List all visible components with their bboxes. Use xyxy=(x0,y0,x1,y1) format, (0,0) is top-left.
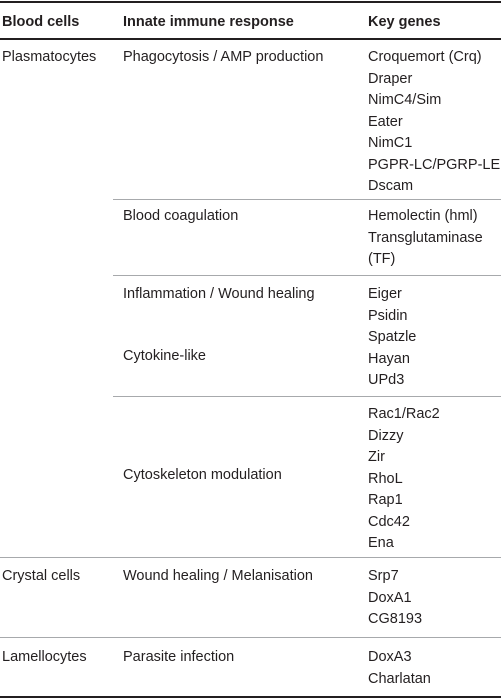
row-divider xyxy=(113,275,501,276)
gene: Eiger xyxy=(368,286,402,302)
gene: (TF) xyxy=(368,251,396,267)
blood-cell-lamellocytes: Lamellocytes xyxy=(2,649,87,665)
gene: Psidin xyxy=(368,307,408,324)
gene: Srp7 xyxy=(368,568,399,584)
gene: Draper xyxy=(368,70,413,87)
gene: UPd3 xyxy=(368,372,405,388)
gene: Ena xyxy=(368,535,394,551)
header-rule xyxy=(0,38,501,40)
gene: Cdc42 xyxy=(368,513,410,530)
gene: Rap1 xyxy=(368,492,403,508)
group-divider xyxy=(0,637,501,638)
gene: Dscam xyxy=(368,178,414,194)
response-blood-coagulation: Blood coagulation xyxy=(123,208,239,224)
response-cytoskeleton: Cytoskeleton modulation xyxy=(123,467,282,483)
gene: Dizzy xyxy=(368,427,404,444)
gene: Transglutaminase xyxy=(368,229,483,246)
genes-cytoskeleton xyxy=(368,404,440,555)
blood-cell-crystal-cells: Crystal cells xyxy=(2,568,81,584)
genes-inflammation xyxy=(368,284,416,392)
row-divider xyxy=(113,396,501,397)
response-cytokine-like: Cytokine-like xyxy=(123,348,206,364)
gene: DoxA1 xyxy=(368,589,412,606)
blood-cell-plasmatocytes: Plasmatocytes xyxy=(2,49,97,65)
gene: DoxA3 xyxy=(368,649,412,665)
gene: Eater xyxy=(368,113,403,130)
gene: Charlatan xyxy=(368,670,431,687)
response-inflammation: Inflammation / Wound healing xyxy=(123,286,315,302)
response-parasite-infection: Parasite infection xyxy=(123,649,235,665)
gene: Croquemort (Crq) xyxy=(368,49,482,65)
gene: Hayan xyxy=(368,350,410,367)
gene: Spatzle xyxy=(368,329,417,345)
row-divider xyxy=(113,199,501,200)
gene: Zir xyxy=(368,449,385,465)
gene: NimC1 xyxy=(368,135,413,151)
gene: PGPR-LC/PGRP-LE xyxy=(368,156,501,173)
header-blood-cells: Blood cells xyxy=(2,14,80,30)
group-divider xyxy=(0,557,501,558)
gene: RhoL xyxy=(368,470,403,487)
gene: NimC4/Sim xyxy=(368,92,442,108)
gene: CG8193 xyxy=(368,611,423,627)
bottom-rule xyxy=(0,696,501,698)
top-rule xyxy=(0,1,501,3)
gene: Rac1/Rac2 xyxy=(368,406,440,422)
genes-blood-coagulation xyxy=(368,206,483,271)
genes-phagocytosis xyxy=(368,47,500,198)
gene: Hemolectin (hml) xyxy=(368,208,478,224)
genes-lamellocytes xyxy=(368,647,431,690)
header-innate-immune-response: Innate immune response xyxy=(123,14,294,30)
response-wound-healing-melanisation: Wound healing / Melanisation xyxy=(123,568,313,584)
response-phagocytosis: Phagocytosis / AMP production xyxy=(123,49,324,65)
genes-crystal-cells xyxy=(368,566,422,631)
header-key-genes: Key genes xyxy=(368,14,441,30)
